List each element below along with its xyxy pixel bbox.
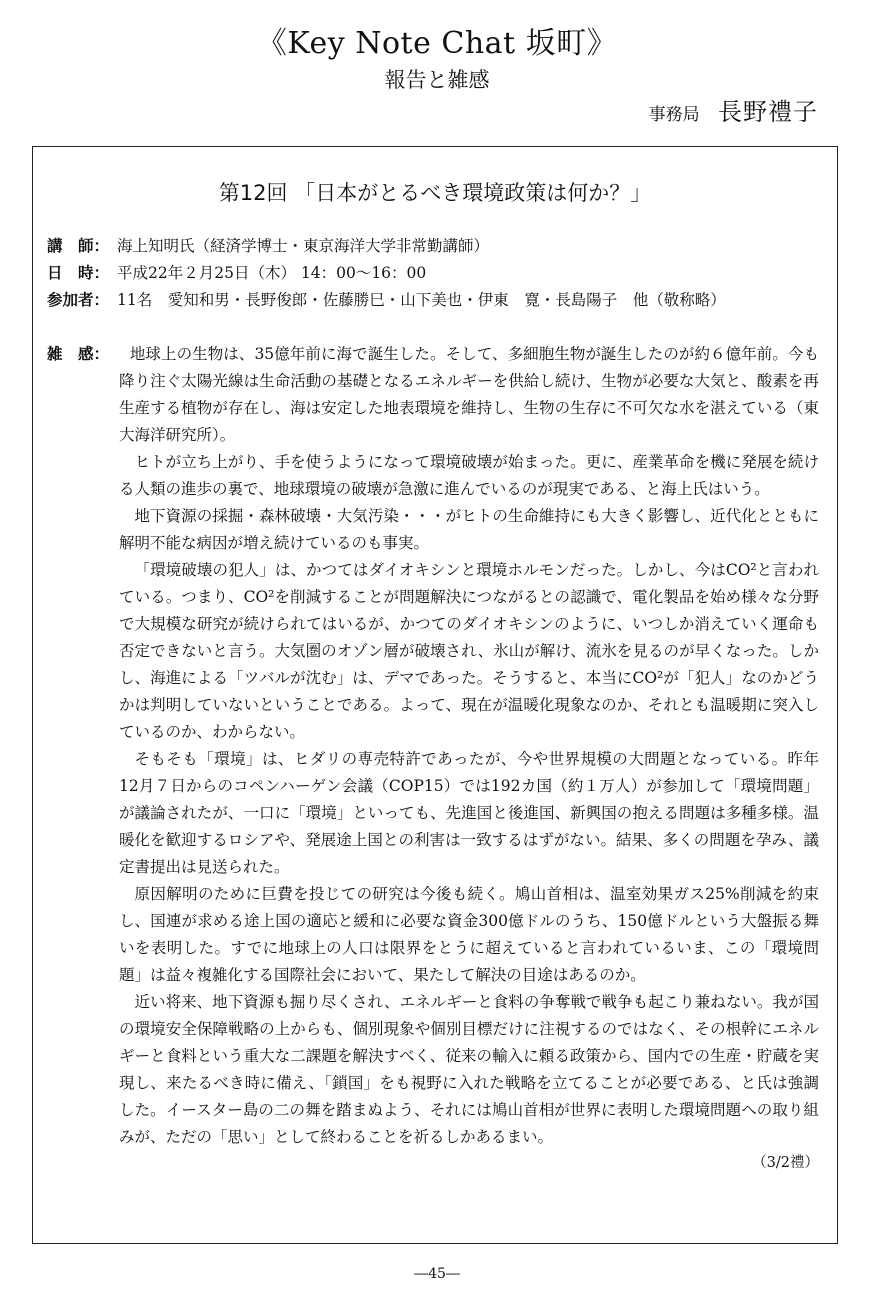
author-line — [649, 98, 818, 129]
author-name: 長野禮子 — [718, 98, 818, 126]
essay-signoff: （3/2禮） — [752, 1155, 819, 1171]
author-org: 事務局 — [648, 105, 700, 125]
page-subtitle: 報告と雑感 — [384, 68, 490, 92]
info-value: 海上知明氏（経済学博士・東京海洋大学非常勤講師） — [117, 237, 490, 255]
essay-paragraph: ヒトが立ち上がり、手を使うようになって環境破壊が始まった。更に、産業革命を機に発展を続ける人類の進歩の裏で、地球環境の破壊が急激に進んでいるのが現実である、と海上氏はいう。 — [119, 453, 819, 498]
info-label: 講 師： — [47, 237, 110, 255]
info-row-datetime — [47, 260, 827, 287]
page-title: 《Key Note Chat 坂町》 — [256, 26, 618, 61]
page-number: ―45― — [414, 1266, 460, 1282]
info-row-participants — [47, 287, 827, 314]
essay-paragraph: 地下資源の採掘・森林破壊・大気汚染・・・がヒトの生命維持にも大きく影響し、近代化とともに解明不能な病因が増え続けているのも事実。 — [119, 507, 819, 552]
info-value: 11名 愛知和男・長野俊郎・佐藤勝巳・山下美也・伊東 寛・長島陽子 他（敬称略） — [117, 291, 726, 309]
essay-paragraph: 「環境破壊の犯人」は、かつてはダイオキシンと環境ホルモンだった。しかし、今はCO²と言われている。つまり、CO²を削減することが問題解決につながるとの認識で、電化製品を始め様々な分野で大規模な研究が続けられてはいるが、かつてのダイオキシンのように、いつしか消えていく運命も否定できないと言う。大気圏のオゾン層が破壊され、氷山が解け、流氷を見るのが早くなった。しかし、海進による「ツバルが沈む」は、デマであった。そうすると、本当にCO²が「犯人」なのかどうかは判明していないということである。よって、現在が温暖化現象なのか、それとも温暖期に突入しているのか、わからない。 — [119, 561, 819, 741]
session-title: 第12回 「日本がとるべき環境政策は何か？」 — [218, 181, 652, 205]
essay-label: 雑 感： — [47, 345, 110, 363]
report-frame — [32, 146, 838, 1244]
info-label: 日 時： — [47, 264, 110, 282]
session-info — [47, 233, 827, 314]
info-label: 参加者： — [47, 291, 110, 309]
essay-paragraph: 原因解明のために巨費を投じての研究は今後も続く。鳩山首相は、温室効果ガス25%削減を約束し、国連が求める途上国の適応と緩和に必要な資金300億ドルのうち、150億ドルという大盤振る舞いを表明した。すでに地球上の人口は限界をとうに超えていると言われているいま、この「環境問題」は益々複雑化する国際社会において、果たして解決の目途はあるのか。 — [119, 885, 819, 984]
info-value: 平成22年２月25日（木） 14：00〜16：00 — [117, 264, 427, 282]
essay-paragraph: 地球上の生物は、35億年前に海で誕生した。そして、多細胞生物が誕生したのが約６億年前。今も降り注ぐ太陽光線は生命活動の基礎となるエネルギーを供給し続け、生物が必要な大気と、酸素を再生産する植物が存在し、海は安定した地表環境を維持し、生物の生存に不可欠な水を湛えている（東大海洋研究所）。 — [119, 345, 819, 444]
essay-body — [119, 341, 819, 1175]
essay-paragraph: そもそも「環境」は、ヒダリの専売特許であったが、今や世界規模の大問題となっている。昨年12月７日からのコペンハーゲン会議（COP15）では192カ国（約１万人）が参加して「環境問題」が議論されたが、一口に「環境」といっても、先進国と後進国、新興国の抱える問題は多種多様。温暖化を歓迎するロシアや、発展途上国との利害は一致するはずがない。結果、多くの問題を孕み、議定書提出は見送られた。 — [119, 750, 819, 876]
info-row-lecturer — [47, 233, 827, 260]
essay-paragraph: 近い将来、地下資源も掘り尽くされ、エネルギーと食料の争奪戦で戦争も起こり兼ねない。我が国の環境安全保障戦略の上からも、個別現象や個別目標だけに注視するのではなく、その根幹にエネルギーと食料という重大な二課題を解決すべく、従来の輸入に頼る政策から、国内での生産・貯蔵を実現し、来たるべき時に備え、「鎖国」をも視野に入れた戦略を立てることが必要である、と氏は強調した。イースター島の二の舞を踏まぬよう、それには鳩山首相が世界に表明した環境問題への取り組みが、ただの「思い」として終わることを祈るしかあるまい。 — [119, 993, 819, 1146]
